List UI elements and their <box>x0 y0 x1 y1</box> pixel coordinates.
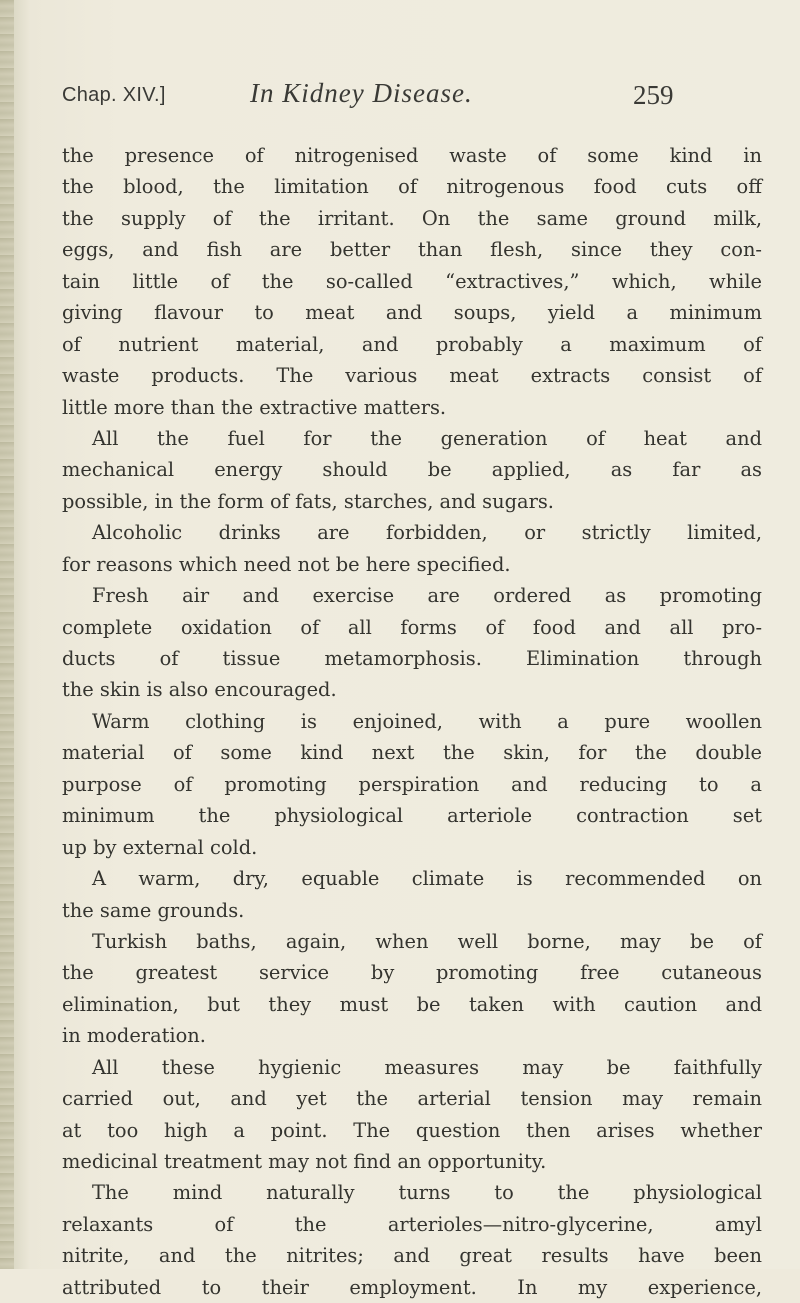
text-line: the skin is also encouraged. <box>62 678 337 702</box>
text-line: material of some kind next the skin, for the double <box>62 741 762 765</box>
text-line: up by external cold. <box>62 835 258 859</box>
text-line: minimum the physiological arteriole contraction set <box>62 804 762 828</box>
running-title: In Kidney Disease. <box>250 78 473 108</box>
text-line: at too high a point. The question then arises whether <box>62 1118 762 1142</box>
text-line: the supply of the irritant. On the same ground milk, <box>62 206 762 230</box>
text-line: Fresh air and exercise are ordered as promoting <box>92 584 762 608</box>
text-line: waste products. The various meat extracts consist of <box>62 364 762 388</box>
text-line: eggs, and fish are better than flesh, since they con- <box>62 238 762 262</box>
page-header <box>0 78 800 118</box>
text-line: elimination, but they must be taken with caution and <box>62 992 762 1016</box>
text-line: Warm clothing is enjoined, with a pure woollen <box>92 709 762 733</box>
text-line: ducts of tissue metamorphosis. Elimination through <box>62 647 762 670</box>
text-line: the presence of nitrogenised waste of some kind in <box>62 144 762 167</box>
text-line: All the fuel for the generation of heat and <box>92 426 762 450</box>
body-text <box>62 140 762 1303</box>
text-line: carried out, and yet the arterial tension may remain <box>62 1087 762 1111</box>
text-line: A warm, dry, equable climate is recommended on <box>92 867 762 891</box>
text-line: attributed to their employment. In my experience, <box>62 1275 762 1299</box>
chapter-label: Chap. XIV.] <box>62 84 166 106</box>
text-line: giving flavour to meat and soups, yield a minimum <box>62 301 762 325</box>
text-line: for reasons which need not be here specified. <box>62 552 511 576</box>
text-line: the same grounds. <box>62 898 245 922</box>
text-line: the blood, the limitation of nitrogenous food cuts off <box>62 175 762 199</box>
text-line: of nutrient material, and probably a maximum of <box>62 332 762 356</box>
text-line: little more than the extractive matters. <box>62 395 447 419</box>
text-line: complete oxidation of all forms of food and all pro- <box>62 615 762 639</box>
text-line: the greatest service by promoting free cutaneous <box>62 961 762 985</box>
text-line: tain little of the so-called “extractives,” which, while <box>62 269 762 293</box>
text-line: relaxants of the arterioles—nitro-glycerine, amyl <box>62 1212 762 1236</box>
text-line: possible, in the form of fats, starches, and sugars. <box>62 489 554 513</box>
text-line: Alcoholic drinks are forbidden, or strictly limited, <box>92 521 762 545</box>
text-line: nitrite, and the nitrites; and great results have been <box>62 1244 762 1268</box>
text-line: Turkish baths, again, when well borne, may be of <box>92 929 762 953</box>
text-line: medicinal treatment may not find an opportunity. <box>62 1150 547 1173</box>
page-number: 259 <box>633 80 674 110</box>
text-line: purpose of promoting perspiration and reducing to a <box>62 772 762 796</box>
text-line: The mind naturally turns to the physiological <box>92 1181 762 1205</box>
text-line: in moderation. <box>62 1024 206 1048</box>
page-binding-edge <box>0 0 14 1269</box>
text-line: mechanical energy should be applied, as far as <box>62 458 762 482</box>
text-line: All these hygienic measures may be faithfully <box>92 1055 762 1079</box>
